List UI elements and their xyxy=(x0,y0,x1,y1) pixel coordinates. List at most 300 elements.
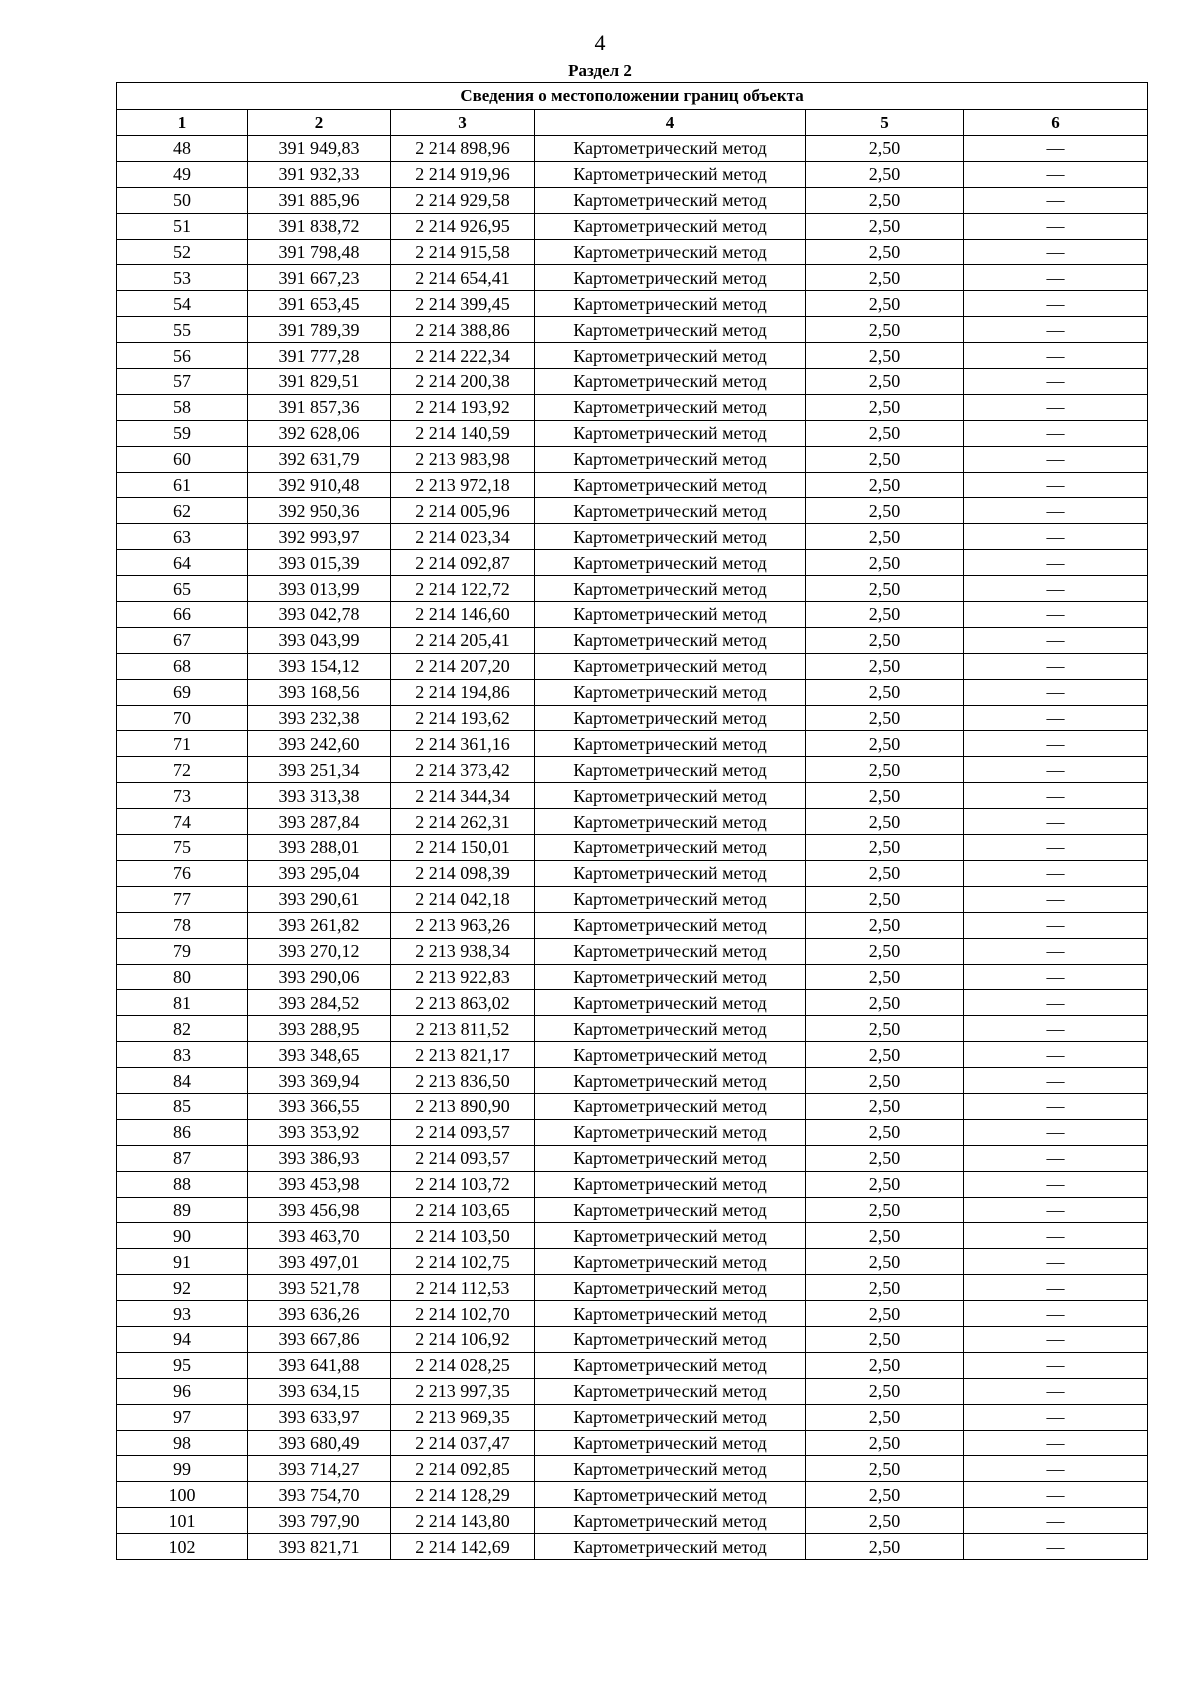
point-number-cell: 79 xyxy=(117,938,248,964)
table-row xyxy=(117,809,1148,835)
point-number-cell: 67 xyxy=(117,627,248,653)
table-row xyxy=(117,136,1148,162)
x-coordinate-cell: 393 366,55 xyxy=(248,1093,391,1119)
accuracy-cell: 2,50 xyxy=(806,602,964,628)
description-cell: — xyxy=(964,446,1148,472)
table-row xyxy=(117,1352,1148,1378)
accuracy-cell: 2,50 xyxy=(806,783,964,809)
y-coordinate-cell: 2 214 112,53 xyxy=(391,1275,535,1301)
y-coordinate-cell: 2 214 005,96 xyxy=(391,498,535,524)
description-cell: — xyxy=(964,653,1148,679)
method-cell: Картометрический метод xyxy=(535,239,806,265)
description-cell: — xyxy=(964,1016,1148,1042)
point-number-cell: 92 xyxy=(117,1275,248,1301)
y-coordinate-cell: 2 214 222,34 xyxy=(391,343,535,369)
table-row xyxy=(117,1249,1148,1275)
x-coordinate-cell: 391 667,23 xyxy=(248,265,391,291)
method-cell: Картометрический метод xyxy=(535,938,806,964)
y-coordinate-cell: 2 214 092,87 xyxy=(391,550,535,576)
description-cell: — xyxy=(964,886,1148,912)
x-coordinate-cell: 393 353,92 xyxy=(248,1119,391,1145)
y-coordinate-cell: 2 213 863,02 xyxy=(391,990,535,1016)
point-number-cell: 61 xyxy=(117,472,248,498)
table-row xyxy=(117,1223,1148,1249)
description-cell: — xyxy=(964,576,1148,602)
table-row xyxy=(117,446,1148,472)
point-number-cell: 78 xyxy=(117,912,248,938)
x-coordinate-cell: 393 043,99 xyxy=(248,627,391,653)
table-row xyxy=(117,602,1148,628)
section-title: Раздел 2 xyxy=(568,61,632,80)
point-number-cell: 80 xyxy=(117,964,248,990)
table-row xyxy=(117,1534,1148,1560)
method-cell: Картометрический метод xyxy=(535,1223,806,1249)
table-row xyxy=(117,912,1148,938)
table-row xyxy=(117,886,1148,912)
method-cell: Картометрический метод xyxy=(535,265,806,291)
x-coordinate-cell: 391 798,48 xyxy=(248,239,391,265)
accuracy-cell: 2,50 xyxy=(806,1223,964,1249)
method-cell: Картометрический метод xyxy=(535,1326,806,1352)
point-number-cell: 99 xyxy=(117,1456,248,1482)
x-coordinate-cell: 393 288,01 xyxy=(248,835,391,861)
description-cell: — xyxy=(964,420,1148,446)
y-coordinate-cell: 2 214 140,59 xyxy=(391,420,535,446)
table-row xyxy=(117,783,1148,809)
x-coordinate-cell: 393 821,71 xyxy=(248,1534,391,1560)
y-coordinate-cell: 2 214 103,65 xyxy=(391,1197,535,1223)
table-row xyxy=(117,187,1148,213)
point-number-cell: 58 xyxy=(117,394,248,420)
accuracy-cell: 2,50 xyxy=(806,213,964,239)
description-cell: — xyxy=(964,602,1148,628)
table-row xyxy=(117,420,1148,446)
y-coordinate-cell: 2 214 344,34 xyxy=(391,783,535,809)
x-coordinate-cell: 393 232,38 xyxy=(248,705,391,731)
method-cell: Картометрический метод xyxy=(535,187,806,213)
description-cell: — xyxy=(964,161,1148,187)
y-coordinate-cell: 2 213 922,83 xyxy=(391,964,535,990)
table-row xyxy=(117,1042,1148,1068)
y-coordinate-cell: 2 214 207,20 xyxy=(391,653,535,679)
y-coordinate-cell: 2 214 194,86 xyxy=(391,679,535,705)
table-row xyxy=(117,990,1148,1016)
x-coordinate-cell: 391 789,39 xyxy=(248,317,391,343)
x-coordinate-cell: 393 369,94 xyxy=(248,1068,391,1094)
column-header: 6 xyxy=(964,110,1148,136)
point-number-cell: 83 xyxy=(117,1042,248,1068)
y-coordinate-cell: 2 214 200,38 xyxy=(391,369,535,395)
method-cell: Картометрический метод xyxy=(535,1249,806,1275)
x-coordinate-cell: 393 386,93 xyxy=(248,1145,391,1171)
method-cell: Картометрический метод xyxy=(535,886,806,912)
y-coordinate-cell: 2 214 102,75 xyxy=(391,1249,535,1275)
x-coordinate-cell: 391 885,96 xyxy=(248,187,391,213)
point-number-cell: 100 xyxy=(117,1482,248,1508)
x-coordinate-cell: 392 910,48 xyxy=(248,472,391,498)
table-caption-row xyxy=(117,83,1148,110)
accuracy-cell: 2,50 xyxy=(806,317,964,343)
method-cell: Картометрический метод xyxy=(535,783,806,809)
accuracy-cell: 2,50 xyxy=(806,653,964,679)
y-coordinate-cell: 2 214 915,58 xyxy=(391,239,535,265)
table-row xyxy=(117,1275,1148,1301)
method-cell: Картометрический метод xyxy=(535,213,806,239)
method-cell: Картометрический метод xyxy=(535,576,806,602)
x-coordinate-cell: 392 950,36 xyxy=(248,498,391,524)
accuracy-cell: 2,50 xyxy=(806,1326,964,1352)
description-cell: — xyxy=(964,213,1148,239)
x-coordinate-cell: 393 636,26 xyxy=(248,1301,391,1327)
table-row xyxy=(117,265,1148,291)
x-coordinate-cell: 393 290,06 xyxy=(248,964,391,990)
y-coordinate-cell: 2 214 150,01 xyxy=(391,835,535,861)
method-cell: Картометрический метод xyxy=(535,1508,806,1534)
point-number-cell: 66 xyxy=(117,602,248,628)
point-number-cell: 95 xyxy=(117,1352,248,1378)
y-coordinate-cell: 2 214 399,45 xyxy=(391,291,535,317)
accuracy-cell: 2,50 xyxy=(806,446,964,472)
description-cell: — xyxy=(964,679,1148,705)
point-number-cell: 50 xyxy=(117,187,248,213)
point-number-cell: 68 xyxy=(117,653,248,679)
x-coordinate-cell: 393 348,65 xyxy=(248,1042,391,1068)
table-row xyxy=(117,1145,1148,1171)
table-row xyxy=(117,550,1148,576)
method-cell: Картометрический метод xyxy=(535,1171,806,1197)
accuracy-cell: 2,50 xyxy=(806,524,964,550)
x-coordinate-cell: 393 295,04 xyxy=(248,860,391,886)
description-cell: — xyxy=(964,990,1148,1016)
point-number-cell: 86 xyxy=(117,1119,248,1145)
description-cell: — xyxy=(964,1534,1148,1560)
point-number-cell: 59 xyxy=(117,420,248,446)
description-cell: — xyxy=(964,912,1148,938)
x-coordinate-cell: 393 168,56 xyxy=(248,679,391,705)
method-cell: Картометрический метод xyxy=(535,964,806,990)
accuracy-cell: 2,50 xyxy=(806,860,964,886)
x-coordinate-cell: 393 463,70 xyxy=(248,1223,391,1249)
description-cell: — xyxy=(964,239,1148,265)
accuracy-cell: 2,50 xyxy=(806,1249,964,1275)
description-cell: — xyxy=(964,1119,1148,1145)
x-coordinate-cell: 391 949,83 xyxy=(248,136,391,162)
table-row xyxy=(117,1326,1148,1352)
description-cell: — xyxy=(964,472,1148,498)
y-coordinate-cell: 2 213 811,52 xyxy=(391,1016,535,1042)
method-cell: Картометрический метод xyxy=(535,679,806,705)
y-coordinate-cell: 2 213 997,35 xyxy=(391,1378,535,1404)
table-row xyxy=(117,1068,1148,1094)
description-cell: — xyxy=(964,1093,1148,1119)
accuracy-cell: 2,50 xyxy=(806,343,964,369)
description-cell: — xyxy=(964,394,1148,420)
boundary-coordinates-table xyxy=(116,82,1148,1560)
table-row xyxy=(117,524,1148,550)
accuracy-cell: 2,50 xyxy=(806,1093,964,1119)
x-coordinate-cell: 393 242,60 xyxy=(248,731,391,757)
method-cell: Картометрический метод xyxy=(535,1068,806,1094)
accuracy-cell: 2,50 xyxy=(806,757,964,783)
x-coordinate-cell: 393 154,12 xyxy=(248,653,391,679)
description-cell: — xyxy=(964,1042,1148,1068)
accuracy-cell: 2,50 xyxy=(806,912,964,938)
table-row xyxy=(117,369,1148,395)
point-number-cell: 71 xyxy=(117,731,248,757)
method-cell: Картометрический метод xyxy=(535,472,806,498)
description-cell: — xyxy=(964,550,1148,576)
y-coordinate-cell: 2 213 969,35 xyxy=(391,1404,535,1430)
y-coordinate-cell: 2 214 102,70 xyxy=(391,1301,535,1327)
point-number-cell: 102 xyxy=(117,1534,248,1560)
accuracy-cell: 2,50 xyxy=(806,1171,964,1197)
table-row xyxy=(117,1093,1148,1119)
description-cell: — xyxy=(964,860,1148,886)
description-cell: — xyxy=(964,757,1148,783)
accuracy-cell: 2,50 xyxy=(806,705,964,731)
x-coordinate-cell: 391 857,36 xyxy=(248,394,391,420)
table-row xyxy=(117,1508,1148,1534)
description-cell: — xyxy=(964,291,1148,317)
accuracy-cell: 2,50 xyxy=(806,1456,964,1482)
point-number-cell: 90 xyxy=(117,1223,248,1249)
point-number-cell: 49 xyxy=(117,161,248,187)
description-cell: — xyxy=(964,1352,1148,1378)
point-number-cell: 93 xyxy=(117,1301,248,1327)
point-number-cell: 96 xyxy=(117,1378,248,1404)
table-row xyxy=(117,964,1148,990)
accuracy-cell: 2,50 xyxy=(806,886,964,912)
accuracy-cell: 2,50 xyxy=(806,1068,964,1094)
table-row xyxy=(117,394,1148,420)
point-number-cell: 77 xyxy=(117,886,248,912)
table-row xyxy=(117,860,1148,886)
point-number-cell: 74 xyxy=(117,809,248,835)
method-cell: Картометрический метод xyxy=(535,136,806,162)
column-header: 4 xyxy=(535,110,806,136)
y-coordinate-cell: 2 214 926,95 xyxy=(391,213,535,239)
y-coordinate-cell: 2 213 836,50 xyxy=(391,1068,535,1094)
accuracy-cell: 2,50 xyxy=(806,731,964,757)
accuracy-cell: 2,50 xyxy=(806,1508,964,1534)
accuracy-cell: 2,50 xyxy=(806,1430,964,1456)
y-coordinate-cell: 2 214 092,85 xyxy=(391,1456,535,1482)
table-row xyxy=(117,1482,1148,1508)
method-cell: Картометрический метод xyxy=(535,835,806,861)
y-coordinate-cell: 2 214 093,57 xyxy=(391,1145,535,1171)
x-coordinate-cell: 393 641,88 xyxy=(248,1352,391,1378)
point-number-cell: 81 xyxy=(117,990,248,1016)
page-number: 4 xyxy=(594,30,606,55)
accuracy-cell: 2,50 xyxy=(806,472,964,498)
table-row xyxy=(117,1404,1148,1430)
description-cell: — xyxy=(964,1249,1148,1275)
x-coordinate-cell: 393 313,38 xyxy=(248,783,391,809)
x-coordinate-cell: 393 042,78 xyxy=(248,602,391,628)
method-cell: Картометрический метод xyxy=(535,860,806,886)
point-number-cell: 98 xyxy=(117,1430,248,1456)
method-cell: Картометрический метод xyxy=(535,291,806,317)
y-coordinate-cell: 2 214 037,47 xyxy=(391,1430,535,1456)
y-coordinate-cell: 2 213 983,98 xyxy=(391,446,535,472)
x-coordinate-cell: 391 829,51 xyxy=(248,369,391,395)
table-row xyxy=(117,213,1148,239)
y-coordinate-cell: 2 214 929,58 xyxy=(391,187,535,213)
table-row xyxy=(117,343,1148,369)
accuracy-cell: 2,50 xyxy=(806,1534,964,1560)
method-cell: Картометрический метод xyxy=(535,602,806,628)
accuracy-cell: 2,50 xyxy=(806,1119,964,1145)
method-cell: Картометрический метод xyxy=(535,446,806,472)
description-cell: — xyxy=(964,1430,1148,1456)
method-cell: Картометрический метод xyxy=(535,550,806,576)
accuracy-cell: 2,50 xyxy=(806,420,964,446)
description-cell: — xyxy=(964,187,1148,213)
table-row xyxy=(117,291,1148,317)
y-coordinate-cell: 2 214 898,96 xyxy=(391,136,535,162)
point-number-cell: 65 xyxy=(117,576,248,602)
table-row xyxy=(117,679,1148,705)
method-cell: Картометрический метод xyxy=(535,1404,806,1430)
table-row xyxy=(117,498,1148,524)
method-cell: Картометрический метод xyxy=(535,1534,806,1560)
y-coordinate-cell: 2 214 042,18 xyxy=(391,886,535,912)
x-coordinate-cell: 391 838,72 xyxy=(248,213,391,239)
accuracy-cell: 2,50 xyxy=(806,1197,964,1223)
method-cell: Картометрический метод xyxy=(535,420,806,446)
x-coordinate-cell: 393 633,97 xyxy=(248,1404,391,1430)
x-coordinate-cell: 393 754,70 xyxy=(248,1482,391,1508)
table-row xyxy=(117,1456,1148,1482)
description-cell: — xyxy=(964,1197,1148,1223)
x-coordinate-cell: 393 714,27 xyxy=(248,1456,391,1482)
table-row xyxy=(117,835,1148,861)
point-number-cell: 62 xyxy=(117,498,248,524)
table-row xyxy=(117,1301,1148,1327)
x-coordinate-cell: 393 456,98 xyxy=(248,1197,391,1223)
accuracy-cell: 2,50 xyxy=(806,679,964,705)
table-row xyxy=(117,627,1148,653)
point-number-cell: 70 xyxy=(117,705,248,731)
method-cell: Картометрический метод xyxy=(535,1301,806,1327)
x-coordinate-cell: 393 284,52 xyxy=(248,990,391,1016)
point-number-cell: 63 xyxy=(117,524,248,550)
point-number-cell: 101 xyxy=(117,1508,248,1534)
accuracy-cell: 2,50 xyxy=(806,1404,964,1430)
accuracy-cell: 2,50 xyxy=(806,964,964,990)
y-coordinate-cell: 2 214 373,42 xyxy=(391,757,535,783)
point-number-cell: 91 xyxy=(117,1249,248,1275)
x-coordinate-cell: 393 015,39 xyxy=(248,550,391,576)
accuracy-cell: 2,50 xyxy=(806,627,964,653)
x-coordinate-cell: 393 261,82 xyxy=(248,912,391,938)
y-coordinate-cell: 2 214 106,92 xyxy=(391,1326,535,1352)
table-row xyxy=(117,757,1148,783)
table-row xyxy=(117,1430,1148,1456)
accuracy-cell: 2,50 xyxy=(806,369,964,395)
accuracy-cell: 2,50 xyxy=(806,161,964,187)
y-coordinate-cell: 2 214 023,34 xyxy=(391,524,535,550)
x-coordinate-cell: 393 290,61 xyxy=(248,886,391,912)
method-cell: Картометрический метод xyxy=(535,809,806,835)
x-coordinate-cell: 393 288,95 xyxy=(248,1016,391,1042)
method-cell: Картометрический метод xyxy=(535,524,806,550)
point-number-cell: 60 xyxy=(117,446,248,472)
table-caption: Сведения о местоположении границ объекта xyxy=(117,83,1148,110)
description-cell: — xyxy=(964,265,1148,291)
table-row xyxy=(117,161,1148,187)
description-cell: — xyxy=(964,1326,1148,1352)
method-cell: Картометрический метод xyxy=(535,1016,806,1042)
description-cell: — xyxy=(964,1508,1148,1534)
y-coordinate-cell: 2 214 361,16 xyxy=(391,731,535,757)
x-coordinate-cell: 393 634,15 xyxy=(248,1378,391,1404)
description-cell: — xyxy=(964,809,1148,835)
description-cell: — xyxy=(964,1301,1148,1327)
table-row xyxy=(117,1119,1148,1145)
point-number-cell: 51 xyxy=(117,213,248,239)
description-cell: — xyxy=(964,1456,1148,1482)
y-coordinate-cell: 2 213 963,26 xyxy=(391,912,535,938)
x-coordinate-cell: 391 932,33 xyxy=(248,161,391,187)
accuracy-cell: 2,50 xyxy=(806,1482,964,1508)
method-cell: Картометрический метод xyxy=(535,1430,806,1456)
y-coordinate-cell: 2 214 205,41 xyxy=(391,627,535,653)
description-cell: — xyxy=(964,1068,1148,1094)
accuracy-cell: 2,50 xyxy=(806,1145,964,1171)
point-number-cell: 48 xyxy=(117,136,248,162)
table-row xyxy=(117,938,1148,964)
point-number-cell: 73 xyxy=(117,783,248,809)
y-coordinate-cell: 2 214 146,60 xyxy=(391,602,535,628)
description-cell: — xyxy=(964,317,1148,343)
description-cell: — xyxy=(964,705,1148,731)
accuracy-cell: 2,50 xyxy=(806,1042,964,1068)
point-number-cell: 75 xyxy=(117,835,248,861)
table-row xyxy=(117,1016,1148,1042)
description-cell: — xyxy=(964,835,1148,861)
y-coordinate-cell: 2 213 890,90 xyxy=(391,1093,535,1119)
accuracy-cell: 2,50 xyxy=(806,498,964,524)
method-cell: Картометрический метод xyxy=(535,1093,806,1119)
accuracy-cell: 2,50 xyxy=(806,1352,964,1378)
description-cell: — xyxy=(964,783,1148,809)
point-number-cell: 72 xyxy=(117,757,248,783)
method-cell: Картометрический метод xyxy=(535,1145,806,1171)
method-cell: Картометрический метод xyxy=(535,498,806,524)
table-row xyxy=(117,1171,1148,1197)
x-coordinate-cell: 392 993,97 xyxy=(248,524,391,550)
y-coordinate-cell: 2 214 103,50 xyxy=(391,1223,535,1249)
y-coordinate-cell: 2 214 143,80 xyxy=(391,1508,535,1534)
method-cell: Картометрический метод xyxy=(535,1119,806,1145)
description-cell: — xyxy=(964,343,1148,369)
y-coordinate-cell: 2 214 103,72 xyxy=(391,1171,535,1197)
table-header-row xyxy=(117,110,1148,136)
table-row xyxy=(117,653,1148,679)
x-coordinate-cell: 393 797,90 xyxy=(248,1508,391,1534)
accuracy-cell: 2,50 xyxy=(806,291,964,317)
description-cell: — xyxy=(964,1378,1148,1404)
y-coordinate-cell: 2 214 093,57 xyxy=(391,1119,535,1145)
table-row xyxy=(117,472,1148,498)
accuracy-cell: 2,50 xyxy=(806,1378,964,1404)
point-number-cell: 76 xyxy=(117,860,248,886)
x-coordinate-cell: 393 013,99 xyxy=(248,576,391,602)
accuracy-cell: 2,50 xyxy=(806,1016,964,1042)
description-cell: — xyxy=(964,498,1148,524)
x-coordinate-cell: 393 680,49 xyxy=(248,1430,391,1456)
